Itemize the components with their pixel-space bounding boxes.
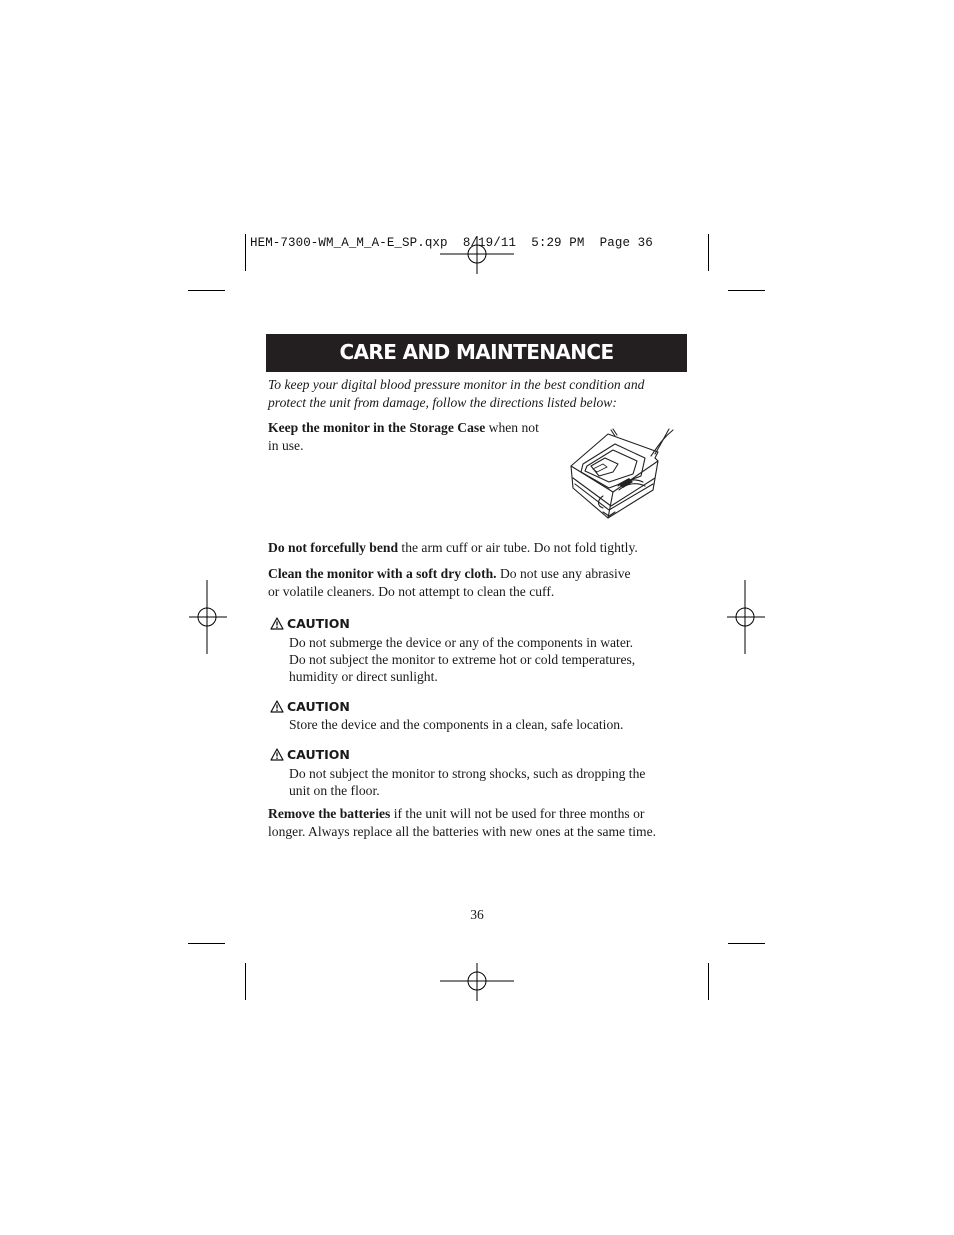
storage-bold: Keep the monitor in the Storage Case <box>268 420 486 435</box>
caution-line: Do not subject the monitor to strong shocks, such as dropping the <box>289 766 646 781</box>
crop-mark <box>245 234 246 271</box>
clean-text-2: or volatile cleaners. Do not attempt to clean the cuff. <box>268 583 555 599</box>
storage-paragraph <box>268 419 558 454</box>
page-title: CARE AND MAINTENANCE <box>339 340 614 364</box>
caution-label: CAUTION <box>287 747 350 762</box>
intro-paragraph: To keep your digital blood pressure monitor in the best condition and protect the unit from damage, follow the directions listed below: <box>268 377 645 410</box>
caution-line: unit on the floor. <box>289 783 380 798</box>
caution-body <box>289 765 689 799</box>
caution-label: CAUTION <box>287 616 350 631</box>
clean-bold: Clean the monitor with a soft dry cloth. <box>268 566 497 581</box>
storage-text-2: in use. <box>268 437 304 453</box>
caution-heading <box>270 699 350 714</box>
crop-mark <box>728 290 765 291</box>
crop-mark <box>188 943 225 944</box>
registration-mark-icon <box>440 236 514 274</box>
clean-paragraph <box>268 565 688 600</box>
storage-text-1: when not <box>485 420 539 435</box>
clean-text-1: Do not use any abrasive <box>496 566 631 581</box>
bend-text: the arm cuff or air tube. Do not fold tightly. <box>398 540 638 555</box>
storage-case-illustration <box>563 426 678 524</box>
registration-mark-icon <box>440 963 514 1001</box>
crop-mark <box>708 963 709 1000</box>
warning-triangle-icon <box>270 748 284 761</box>
caution-heading <box>270 616 350 631</box>
caution-body <box>289 634 689 685</box>
caution-line: humidity or direct sunlight. <box>289 669 438 684</box>
crop-mark <box>708 234 709 271</box>
caution-line: Store the device and the components in a clean, safe location. <box>289 717 624 732</box>
caution-line: Do not submerge the device or any of the components in water. <box>289 635 634 650</box>
crop-mark <box>728 943 765 944</box>
caution-line: Do not subject the monitor to extreme hot or cold temperatures, <box>289 652 636 667</box>
batteries-text-2: longer. Always replace all the batteries with new ones at the same time. <box>268 823 657 839</box>
registration-mark-icon <box>727 580 765 654</box>
caution-heading <box>270 747 350 762</box>
caution-body <box>289 716 689 733</box>
warning-triangle-icon <box>270 617 284 630</box>
crop-mark <box>245 963 246 1000</box>
registration-mark-icon <box>189 580 227 654</box>
section-title-bar <box>266 334 687 372</box>
crop-mark <box>188 290 225 291</box>
warning-triangle-icon <box>270 700 284 713</box>
bend-bold: Do not forcefully bend <box>268 540 399 555</box>
page-number: 36 <box>470 907 484 922</box>
batteries-text-1: if the unit will not be used for three months or <box>390 806 645 821</box>
bend-paragraph <box>268 539 688 557</box>
file-slug: HEM-7300-WM_A_M_A-E_SP.qxp 8/19/11 5:29 PM Page 36 <box>250 236 653 250</box>
batteries-paragraph <box>268 805 688 840</box>
caution-label: CAUTION <box>287 699 350 714</box>
batteries-bold: Remove the batteries <box>268 806 391 821</box>
